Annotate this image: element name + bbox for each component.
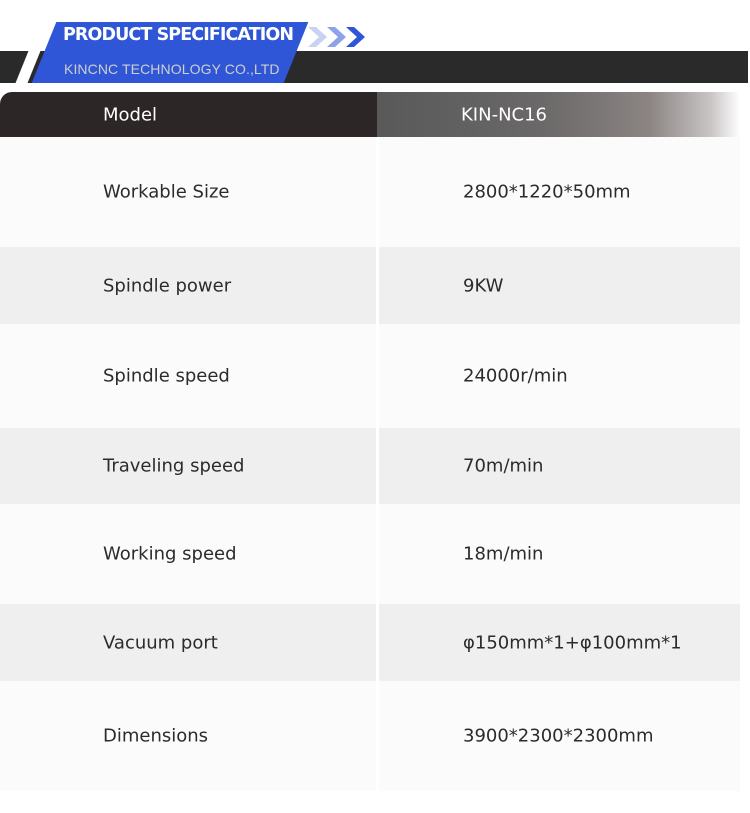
spec-value: 18m/min	[463, 543, 544, 565]
spec-value: 24000r/min	[463, 365, 568, 387]
spec-value: φ150mm*1+φ100mm*1	[463, 632, 682, 653]
company-name: KINCNC TECHNOLOGY CO.,LTD	[64, 61, 280, 77]
spec-label-cell	[0, 504, 376, 604]
chevron-light-icon	[308, 27, 327, 47]
spec-label: Working speed	[103, 543, 237, 565]
spec-value-cell	[379, 504, 740, 604]
chevron-mid-icon	[327, 27, 346, 47]
table-row	[0, 324, 740, 428]
spec-label: Dimensions	[103, 725, 209, 747]
spec-value-cell	[379, 681, 740, 791]
table-row	[0, 604, 740, 681]
chevron-arrows-icon	[308, 26, 368, 48]
table-row	[0, 247, 740, 324]
spec-value-cell	[379, 137, 740, 247]
header-label: Model	[103, 104, 158, 125]
spec-label-cell	[0, 324, 376, 428]
spec-label-cell	[0, 604, 376, 681]
table-header-row	[0, 92, 740, 137]
header-value: KIN-NC16	[461, 104, 548, 125]
spec-value: 9KW	[463, 275, 504, 296]
spec-value-cell	[379, 247, 740, 324]
table-row	[0, 504, 740, 604]
spec-banner	[0, 0, 750, 92]
spec-value: 3900*2300*2300mm	[463, 725, 654, 747]
spec-value: 2800*1220*50mm	[463, 181, 631, 203]
spec-value-cell	[379, 604, 740, 681]
header-label-cell	[0, 92, 377, 137]
banner-title: PRODUCT SPECIFICATION	[63, 25, 294, 45]
spec-label: Vacuum port	[103, 632, 218, 653]
spec-label-cell	[0, 247, 376, 324]
spec-table	[0, 92, 740, 791]
spec-label: Workable Size	[103, 181, 230, 203]
table-row	[0, 681, 740, 791]
table-row	[0, 137, 740, 247]
spec-value-cell	[379, 324, 740, 428]
spec-label-cell	[0, 681, 376, 791]
spec-label: Traveling speed	[103, 455, 245, 477]
spec-value-cell	[379, 428, 740, 504]
spec-value: 70m/min	[463, 455, 544, 477]
chevron-dark-icon	[346, 27, 365, 47]
spec-label-cell	[0, 137, 376, 247]
spec-label: Spindle speed	[103, 365, 230, 387]
table-row	[0, 428, 740, 504]
spec-label-cell	[0, 428, 376, 504]
header-value-cell	[377, 92, 740, 137]
spec-label: Spindle power	[103, 275, 232, 296]
